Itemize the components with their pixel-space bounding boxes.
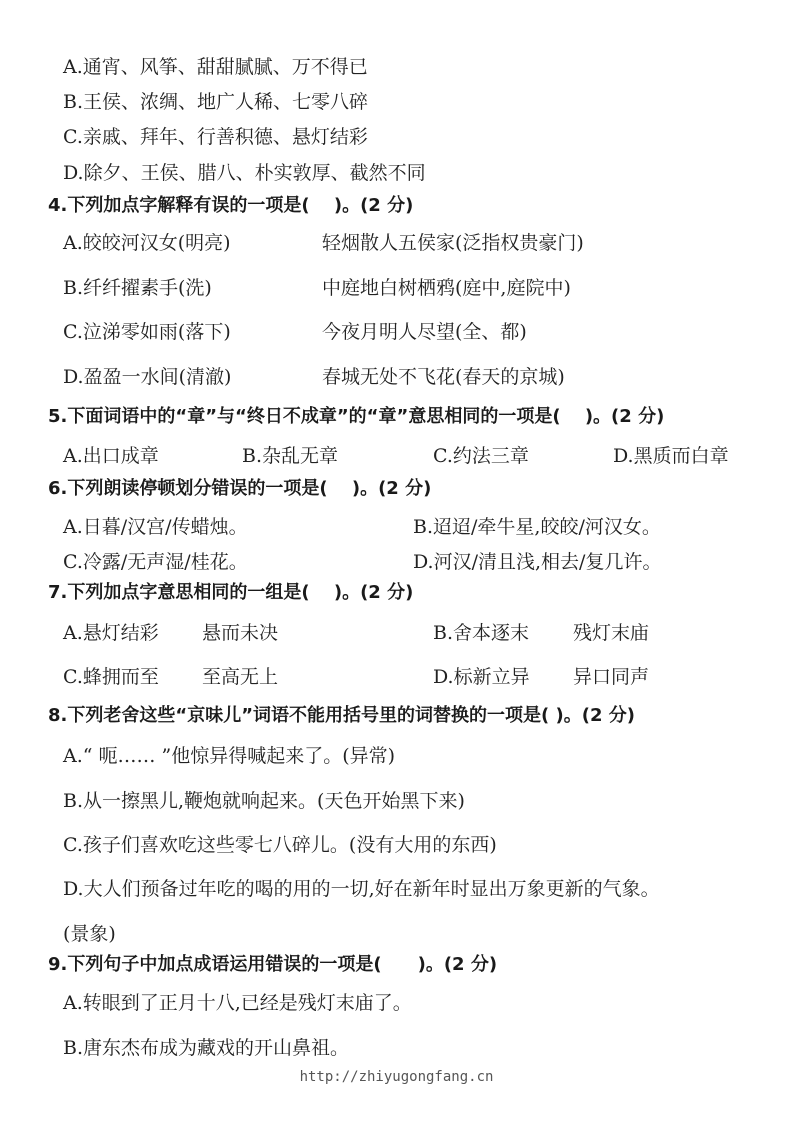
q9-stem: 9.下列句子中加点成语运用错误的一项是( )。(2 分) [48,954,498,975]
q8-option-d-continued: (景象) [63,923,116,945]
q4-option-d-second: 春城无处不飞花(春天的京城) [322,366,565,388]
q5-stem: 5.下面词语中的“章”与“终日不成章”的“章”意思相同的一项是( )。(2 分) [48,406,665,427]
q8-option-d: D.大人们预备过年吃的喝的用的一切,好在新年时显出万象更新的气象。 [63,878,660,900]
q5-option-c: C.约法三章 [433,445,529,467]
q9-option-b: B.唐东杰布成为藏戏的开山鼻祖。 [63,1037,350,1059]
q4-option-a-second: 轻烟散人五侯家(泛指权贵豪门) [322,232,584,254]
q7-option-d-second: 异口同声 [573,666,650,688]
q6-option-c: C.冷露/无声湿/桂花。 [63,551,248,573]
q4-option-c: C.泣涕零如雨(落下) [63,321,231,343]
q7-option-c-second: 至高无上 [202,666,279,688]
q8-option-c: C.孩子们喜欢吃这些零七八碎儿。(没有大用的东西) [63,834,497,856]
q3-option-a: A.通宵、风筝、甜甜腻腻、万不得已 [63,56,368,78]
q7-option-a-second: 悬而未决 [202,622,279,644]
q6-stem: 6.下列朗读停顿划分错误的一项是( )。(2 分) [48,478,432,499]
q5-option-b: B.杂乱无章 [242,445,339,467]
footer-url[interactable]: http://zhiyugongfang.cn [299,1069,494,1085]
q8-stem: 8.下列老舍这些“京味儿”词语不能用括号里的词替换的一项是( )。(2 分) [48,705,635,726]
q7-option-d: D.标新立异 [433,666,530,688]
q4-option-d: D.盈盈一水间(清澈) [63,366,232,388]
q3-option-c: C.亲戚、拜年、行善积德、悬灯结彩 [63,126,368,148]
q3-option-d: D.除夕、王侯、腊八、朴实敦厚、截然不同 [63,162,426,184]
q4-option-b-second: 中庭地白树栖鸦(庭中,庭院中) [322,277,571,299]
q4-option-a: A.皎皎河汉女(明亮) [63,232,231,254]
q8-option-b: B.从一擦黑儿,鞭炮就响起来。(天色开始黑下来) [63,790,465,812]
q6-option-b: B.迢迢/牵牛星,皎皎/河汉女。 [413,516,661,538]
q3-option-b: B.王侯、浓绸、地广人稀、七零八碎 [63,91,369,113]
q7-stem: 7.下列加点字意思相同的一组是( )。(2 分) [48,582,414,603]
q9-option-a: A.转眼到了正月十八,已经是残灯末庙了。 [63,992,412,1014]
q5-option-a: A.出口成章 [63,445,159,467]
q8-option-a: A.“ 呃…… ”他惊异得喊起来了。(异常) [63,745,396,767]
q7-option-b-second: 残灯末庙 [573,622,650,644]
q6-option-a: A.日暮/汉宫/传蜡烛。 [63,516,248,538]
q7-option-c: C.蜂拥而至 [63,666,159,688]
q4-option-c-second: 今夜月明人尽望(全、都) [322,321,527,343]
q5-option-d: D.黑质而白章 [613,445,729,467]
q4-option-b: B.纤纤擢素手(洗) [63,277,212,299]
q7-option-a: A.悬灯结彩 [63,622,159,644]
q6-option-d: D.河汉/清且浅,相去/复几许。 [413,551,662,573]
q7-option-b: B.舍本逐末 [433,622,530,644]
q4-stem: 4.下列加点字解释有误的一项是( )。(2 分) [48,195,414,216]
